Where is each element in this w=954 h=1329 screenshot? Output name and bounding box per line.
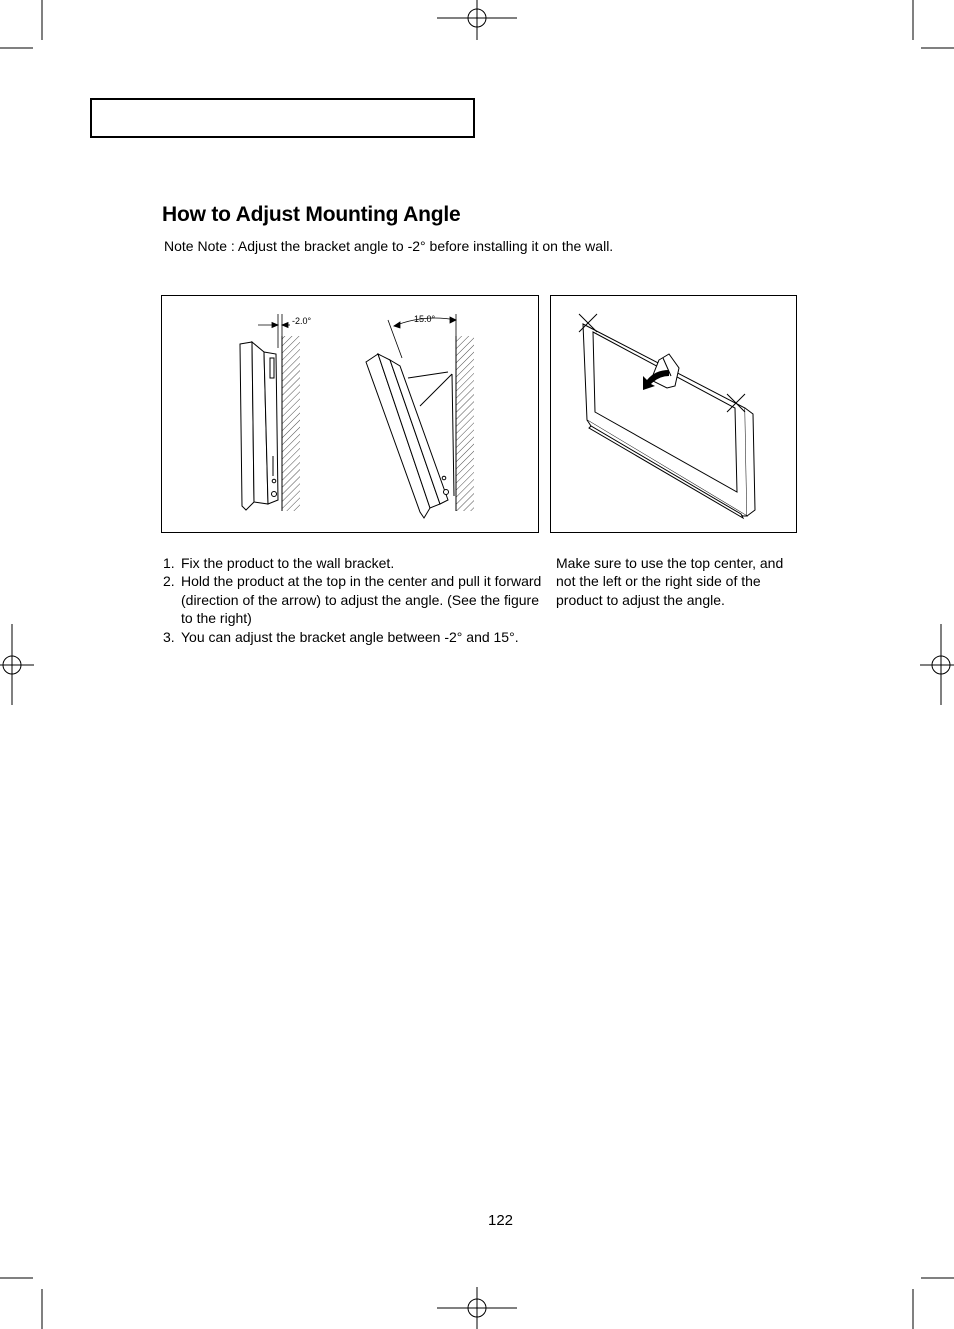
steps-list <box>163 554 543 646</box>
registration-mark-left <box>0 624 34 705</box>
step-text: Fix the product to the wall bracket. <box>181 555 395 571</box>
tv-side-view-plus-15 <box>366 354 454 518</box>
step-item <box>163 628 543 646</box>
figure-top-center-grip <box>550 295 797 533</box>
figure-bracket-angles <box>161 295 539 533</box>
page-title: How to Adjust Mounting Angle <box>162 203 461 226</box>
registration-mark-top <box>437 0 517 40</box>
page-number: 122 <box>488 1212 514 1229</box>
header-box <box>90 98 475 138</box>
registration-mark-right <box>920 624 954 705</box>
tv-side-view-minus-2 <box>240 342 278 510</box>
angle-label-minus-2: -2.0° <box>292 316 312 326</box>
tv-front-view-diagram <box>551 296 796 532</box>
note-text: Note Note : Adjust the bracket angle to -2° before installing it on the wall. <box>164 238 614 254</box>
tv-front-view <box>583 324 755 518</box>
step-number: 2. <box>163 573 175 590</box>
wall-hatch-right <box>456 336 474 511</box>
step-item <box>163 572 543 627</box>
step-text: You can adjust the bracket angle between -2° and 15°. <box>181 628 519 645</box>
step-item <box>163 554 543 572</box>
step-number: 3. <box>163 628 175 645</box>
bracket-angle-diagram <box>162 296 538 532</box>
wall-hatch-left <box>282 336 300 511</box>
registration-mark-bottom <box>437 1287 517 1329</box>
step-number: 1. <box>163 555 175 571</box>
step-text: Hold the product at the top in the center and pull it forward (direction of the arrow) to adjust the angle. (See the figure to the right) <box>181 573 542 627</box>
angle-label-plus-15: 15.0° <box>414 314 436 324</box>
side-note-text: Make sure to use the top center, and not the left or the right side of the product to adjust the angle. <box>556 555 784 608</box>
